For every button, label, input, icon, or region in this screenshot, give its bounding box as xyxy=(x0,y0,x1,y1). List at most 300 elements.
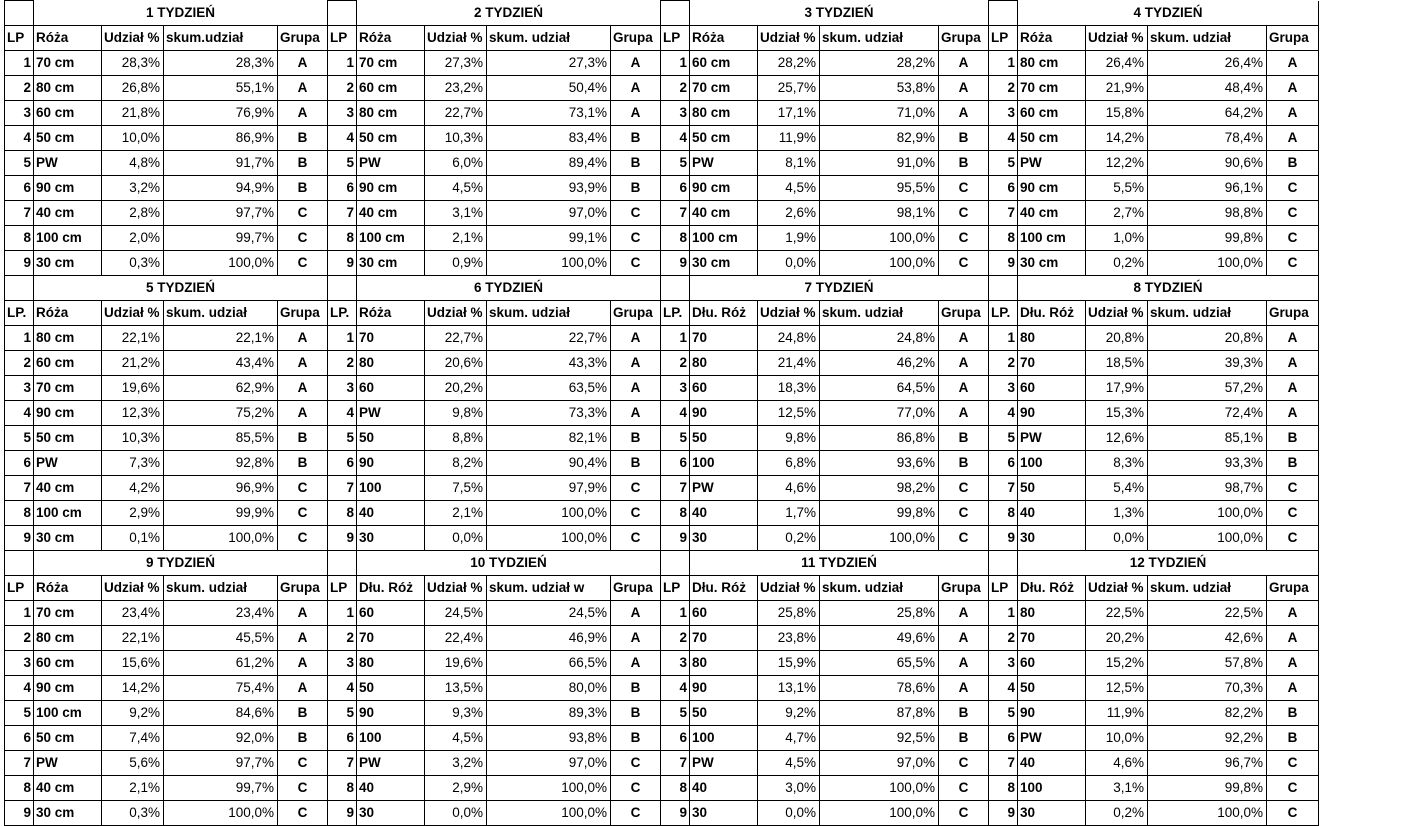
group-cell: A xyxy=(939,676,989,701)
col-header-group: Grupa xyxy=(1267,26,1319,51)
rose-length-cell: 50 cm xyxy=(357,126,425,151)
cumulative-share-cell: 46,2% xyxy=(820,351,939,376)
cumulative-share-cell: 73,1% xyxy=(487,101,611,126)
cumulative-share-cell: 93,3% xyxy=(1148,451,1267,476)
cumulative-share-cell: 100,0% xyxy=(820,251,939,276)
share-cell: 18,5% xyxy=(1086,351,1148,376)
row-number: 2 xyxy=(5,626,34,651)
row-number: 5 xyxy=(5,701,34,726)
cumulative-share-cell: 22,1% xyxy=(164,326,278,351)
cumulative-share-cell: 89,3% xyxy=(487,701,611,726)
rose-length-cell: 50 xyxy=(1018,676,1086,701)
share-cell: 0,9% xyxy=(425,251,487,276)
share-cell: 2,1% xyxy=(425,501,487,526)
row-number: 1 xyxy=(328,326,357,351)
share-cell: 4,7% xyxy=(758,726,820,751)
row-number: 5 xyxy=(328,151,357,176)
cumulative-share-cell: 62,9% xyxy=(164,376,278,401)
rose-length-cell: 70 cm xyxy=(690,76,758,101)
cumulative-share-cell: 45,5% xyxy=(164,626,278,651)
col-header-share: Udział % xyxy=(1086,26,1148,51)
row-number: 9 xyxy=(661,526,690,551)
row-number: 1 xyxy=(661,601,690,626)
row-number: 8 xyxy=(661,776,690,801)
cumulative-share-cell: 53,8% xyxy=(820,76,939,101)
row-number: 7 xyxy=(328,476,357,501)
col-header-group: Grupa xyxy=(611,576,661,601)
rose-length-cell: 80 xyxy=(1018,326,1086,351)
share-cell: 12,3% xyxy=(102,401,164,426)
col-header-cumulative: skum. udział xyxy=(487,301,611,326)
col-header-cumulative: skum.udział xyxy=(164,26,278,51)
rose-length-cell: 80 cm xyxy=(34,326,102,351)
group-cell: B xyxy=(611,701,661,726)
share-cell: 15,2% xyxy=(1086,651,1148,676)
share-cell: 3,1% xyxy=(425,201,487,226)
rose-length-cell: 30 cm xyxy=(690,251,758,276)
share-cell: 27,3% xyxy=(425,51,487,76)
share-cell: 0,2% xyxy=(1086,251,1148,276)
group-cell: A xyxy=(278,101,328,126)
share-cell: 9,2% xyxy=(102,701,164,726)
row-number: 2 xyxy=(661,76,690,101)
share-cell: 15,3% xyxy=(1086,401,1148,426)
share-cell: 2,0% xyxy=(102,226,164,251)
group-cell: C xyxy=(278,801,328,826)
group-cell: A xyxy=(1267,126,1319,151)
cumulative-share-cell: 100,0% xyxy=(487,801,611,826)
col-header-group: Grupa xyxy=(1267,576,1319,601)
group-cell: A xyxy=(611,351,661,376)
table-row xyxy=(5,226,1319,251)
row-number: 8 xyxy=(5,501,34,526)
cumulative-share-cell: 100,0% xyxy=(820,801,939,826)
rose-length-cell: PW xyxy=(1018,426,1086,451)
col-header-rose: Róża xyxy=(690,26,758,51)
rose-length-cell: 50 cm xyxy=(34,726,102,751)
col-header-rose: Dłu. Róż xyxy=(357,576,425,601)
cumulative-share-cell: 50,4% xyxy=(487,76,611,101)
group-cell: A xyxy=(278,51,328,76)
row-number: 6 xyxy=(5,176,34,201)
row-number: 6 xyxy=(328,176,357,201)
title-spacer xyxy=(989,551,1018,576)
group-cell: B xyxy=(611,126,661,151)
group-cell: B xyxy=(278,726,328,751)
share-cell: 12,6% xyxy=(1086,426,1148,451)
group-cell: B xyxy=(939,151,989,176)
row-number: 5 xyxy=(661,151,690,176)
group-cell: A xyxy=(1267,401,1319,426)
col-header-rose: Róża xyxy=(34,576,102,601)
row-number: 3 xyxy=(328,376,357,401)
cumulative-share-cell: 90,4% xyxy=(487,451,611,476)
share-cell: 20,2% xyxy=(1086,626,1148,651)
cumulative-share-cell: 97,9% xyxy=(487,476,611,501)
row-number: 7 xyxy=(661,201,690,226)
week-title: 7 TYDZIEŃ xyxy=(690,276,989,301)
row-number: 8 xyxy=(989,501,1018,526)
group-cell: C xyxy=(278,251,328,276)
row-number: 4 xyxy=(661,126,690,151)
cumulative-share-cell: 25,8% xyxy=(820,601,939,626)
week-title: 12 TYDZIEŃ xyxy=(1018,551,1319,576)
col-header-group: Grupa xyxy=(611,26,661,51)
share-cell: 24,5% xyxy=(425,601,487,626)
rose-length-cell: 80 cm xyxy=(357,101,425,126)
group-cell: B xyxy=(278,176,328,201)
rose-length-cell: 60 cm xyxy=(34,651,102,676)
rose-length-cell: 50 cm xyxy=(690,126,758,151)
share-cell: 21,9% xyxy=(1086,76,1148,101)
rose-length-cell: 60 xyxy=(690,601,758,626)
share-cell: 26,4% xyxy=(1086,51,1148,76)
group-cell: C xyxy=(1267,526,1319,551)
group-cell: B xyxy=(939,726,989,751)
group-cell: C xyxy=(611,751,661,776)
group-cell: C xyxy=(278,476,328,501)
col-header-lp: LP xyxy=(661,26,690,51)
rose-length-cell: 70 cm xyxy=(1018,76,1086,101)
title-spacer xyxy=(661,1,690,26)
share-cell: 0,1% xyxy=(102,526,164,551)
row-number: 8 xyxy=(328,226,357,251)
row-number: 1 xyxy=(989,51,1018,76)
rose-length-cell: 90 xyxy=(690,676,758,701)
cumulative-share-cell: 100,0% xyxy=(820,226,939,251)
week-title: 1 TYDZIEŃ xyxy=(34,1,328,26)
share-cell: 9,8% xyxy=(425,401,487,426)
cumulative-share-cell: 64,2% xyxy=(1148,101,1267,126)
cumulative-share-cell: 100,0% xyxy=(1148,251,1267,276)
group-cell: A xyxy=(1267,101,1319,126)
cumulative-share-cell: 87,8% xyxy=(820,701,939,726)
cumulative-share-cell: 100,0% xyxy=(164,526,278,551)
rose-length-cell: 40 cm xyxy=(690,201,758,226)
group-cell: C xyxy=(1267,201,1319,226)
row-number: 7 xyxy=(989,201,1018,226)
cumulative-share-cell: 42,6% xyxy=(1148,626,1267,651)
share-cell: 5,5% xyxy=(1086,176,1148,201)
rose-length-cell: 60 xyxy=(1018,651,1086,676)
col-header-cumulative: skum. udział xyxy=(820,301,939,326)
group-cell: B xyxy=(939,126,989,151)
group-cell: C xyxy=(1267,776,1319,801)
weekly-abc-analysis-sheet xyxy=(4,0,1319,826)
share-cell: 2,7% xyxy=(1086,201,1148,226)
rose-length-cell: 90 cm xyxy=(34,176,102,201)
row-number: 7 xyxy=(5,751,34,776)
row-number: 7 xyxy=(989,751,1018,776)
table-row xyxy=(5,701,1319,726)
rose-length-cell: PW xyxy=(1018,151,1086,176)
rose-length-cell: 90 xyxy=(357,451,425,476)
share-cell: 3,2% xyxy=(102,176,164,201)
week-title: 11 TYDZIEŃ xyxy=(690,551,989,576)
row-number: 2 xyxy=(5,351,34,376)
row-number: 7 xyxy=(661,751,690,776)
row-number: 7 xyxy=(661,476,690,501)
row-number: 3 xyxy=(328,101,357,126)
row-number: 4 xyxy=(661,401,690,426)
rose-length-cell: 60 cm xyxy=(690,51,758,76)
rose-length-cell: 40 xyxy=(1018,501,1086,526)
group-cell: A xyxy=(278,401,328,426)
table-row xyxy=(5,676,1319,701)
share-cell: 22,1% xyxy=(102,326,164,351)
table-row xyxy=(5,351,1319,376)
col-header-group: Grupa xyxy=(611,301,661,326)
table-row xyxy=(5,76,1319,101)
share-cell: 15,9% xyxy=(758,651,820,676)
group-cell: C xyxy=(611,251,661,276)
group-cell: A xyxy=(939,51,989,76)
cumulative-share-cell: 99,8% xyxy=(820,501,939,526)
row-number: 4 xyxy=(5,401,34,426)
rose-length-cell: PW xyxy=(690,751,758,776)
group-cell: C xyxy=(611,526,661,551)
col-header-cumulative: skum. udział xyxy=(1148,26,1267,51)
rose-length-cell: 100 xyxy=(1018,451,1086,476)
rose-length-cell: 40 cm xyxy=(34,776,102,801)
row-number: 9 xyxy=(989,801,1018,826)
rose-length-cell: 50 xyxy=(357,426,425,451)
share-cell: 4,5% xyxy=(425,726,487,751)
rose-length-cell: 80 cm xyxy=(1018,51,1086,76)
cumulative-share-cell: 100,0% xyxy=(820,526,939,551)
cumulative-share-cell: 48,4% xyxy=(1148,76,1267,101)
share-cell: 25,7% xyxy=(758,76,820,101)
row-number: 9 xyxy=(328,526,357,551)
group-cell: A xyxy=(278,376,328,401)
rose-length-cell: 90 xyxy=(357,701,425,726)
row-number: 9 xyxy=(5,251,34,276)
cumulative-share-cell: 66,5% xyxy=(487,651,611,676)
table-row xyxy=(5,126,1319,151)
table-row xyxy=(5,451,1319,476)
share-cell: 2,1% xyxy=(425,226,487,251)
group-cell: A xyxy=(939,626,989,651)
group-cell: C xyxy=(278,751,328,776)
week-title-row xyxy=(5,276,1319,301)
row-number: 8 xyxy=(661,226,690,251)
cumulative-share-cell: 82,9% xyxy=(820,126,939,151)
group-cell: C xyxy=(939,501,989,526)
cumulative-share-cell: 90,6% xyxy=(1148,151,1267,176)
share-cell: 7,4% xyxy=(102,726,164,751)
rose-length-cell: 70 xyxy=(357,326,425,351)
rose-length-cell: 70 xyxy=(1018,626,1086,651)
share-cell: 2,8% xyxy=(102,201,164,226)
cumulative-share-cell: 82,2% xyxy=(1148,701,1267,726)
share-cell: 12,5% xyxy=(758,401,820,426)
col-header-share: Udział % xyxy=(102,576,164,601)
rose-length-cell: 40 cm xyxy=(357,201,425,226)
cumulative-share-cell: 86,8% xyxy=(820,426,939,451)
col-header-lp: LP xyxy=(328,26,357,51)
col-header-group: Grupa xyxy=(1267,301,1319,326)
share-cell: 2,6% xyxy=(758,201,820,226)
cumulative-share-cell: 82,1% xyxy=(487,426,611,451)
row-number: 2 xyxy=(989,76,1018,101)
title-spacer xyxy=(328,276,357,301)
group-cell: A xyxy=(939,601,989,626)
share-cell: 20,8% xyxy=(1086,326,1148,351)
title-spacer xyxy=(989,276,1018,301)
table-row xyxy=(5,326,1319,351)
table-row xyxy=(5,101,1319,126)
col-header-cumulative: skum. udział xyxy=(820,576,939,601)
share-cell: 24,8% xyxy=(758,326,820,351)
col-header-share: Udział % xyxy=(758,576,820,601)
share-cell: 15,6% xyxy=(102,651,164,676)
row-number: 1 xyxy=(661,51,690,76)
cumulative-share-cell: 28,3% xyxy=(164,51,278,76)
table-row xyxy=(5,51,1319,76)
table-row xyxy=(5,801,1319,826)
cumulative-share-cell: 98,1% xyxy=(820,201,939,226)
cumulative-share-cell: 64,5% xyxy=(820,376,939,401)
share-cell: 22,4% xyxy=(425,626,487,651)
group-cell: B xyxy=(278,701,328,726)
share-cell: 11,9% xyxy=(1086,701,1148,726)
row-number: 4 xyxy=(328,401,357,426)
row-number: 2 xyxy=(661,351,690,376)
col-header-share: Udział % xyxy=(758,26,820,51)
share-cell: 10,3% xyxy=(102,426,164,451)
share-cell: 0,0% xyxy=(425,801,487,826)
rose-length-cell: 80 xyxy=(690,351,758,376)
rose-length-cell: 40 xyxy=(357,501,425,526)
share-cell: 0,2% xyxy=(758,526,820,551)
cumulative-share-cell: 85,5% xyxy=(164,426,278,451)
week-title: 9 TYDZIEŃ xyxy=(34,551,328,576)
share-cell: 22,5% xyxy=(1086,601,1148,626)
row-number: 8 xyxy=(989,226,1018,251)
rose-length-cell: PW xyxy=(34,151,102,176)
rose-length-cell: 100 cm xyxy=(1018,226,1086,251)
cumulative-share-cell: 100,0% xyxy=(164,801,278,826)
group-cell: A xyxy=(939,651,989,676)
cumulative-share-cell: 65,5% xyxy=(820,651,939,676)
share-cell: 21,8% xyxy=(102,101,164,126)
share-cell: 22,7% xyxy=(425,326,487,351)
group-cell: A xyxy=(278,676,328,701)
group-cell: B xyxy=(1267,726,1319,751)
cumulative-share-cell: 92,0% xyxy=(164,726,278,751)
share-cell: 2,9% xyxy=(102,501,164,526)
group-cell: A xyxy=(278,651,328,676)
row-number: 5 xyxy=(328,701,357,726)
cumulative-share-cell: 89,4% xyxy=(487,151,611,176)
share-cell: 0,3% xyxy=(102,801,164,826)
row-number: 4 xyxy=(989,676,1018,701)
row-number: 4 xyxy=(989,401,1018,426)
cumulative-share-cell: 97,7% xyxy=(164,201,278,226)
row-number: 2 xyxy=(328,76,357,101)
row-number: 2 xyxy=(989,626,1018,651)
week-title: 6 TYDZIEŃ xyxy=(357,276,661,301)
rose-length-cell: 60 cm xyxy=(357,76,425,101)
share-cell: 4,8% xyxy=(102,151,164,176)
title-spacer xyxy=(328,1,357,26)
cumulative-share-cell: 99,8% xyxy=(1148,226,1267,251)
row-number: 4 xyxy=(989,126,1018,151)
rose-length-cell: 40 cm xyxy=(34,476,102,501)
rose-length-cell: 60 xyxy=(1018,376,1086,401)
group-cell: A xyxy=(1267,376,1319,401)
row-number: 1 xyxy=(989,601,1018,626)
share-cell: 8,3% xyxy=(1086,451,1148,476)
cumulative-share-cell: 99,7% xyxy=(164,226,278,251)
rose-length-cell: 30 xyxy=(690,526,758,551)
cumulative-share-cell: 75,2% xyxy=(164,401,278,426)
table-row xyxy=(5,151,1319,176)
table-row xyxy=(5,176,1319,201)
rose-length-cell: 50 cm xyxy=(1018,126,1086,151)
rose-length-cell: 100 cm xyxy=(34,701,102,726)
row-number: 6 xyxy=(661,451,690,476)
group-cell: B xyxy=(939,426,989,451)
group-cell: C xyxy=(611,801,661,826)
col-header-cumulative: skum. udział xyxy=(1148,301,1267,326)
cumulative-share-cell: 98,2% xyxy=(820,476,939,501)
rose-length-cell: 60 cm xyxy=(34,351,102,376)
share-cell: 4,5% xyxy=(425,176,487,201)
group-cell: B xyxy=(939,701,989,726)
share-cell: 0,0% xyxy=(425,526,487,551)
rose-length-cell: 30 xyxy=(357,801,425,826)
row-number: 3 xyxy=(989,651,1018,676)
share-cell: 6,0% xyxy=(425,151,487,176)
col-header-lp: LP xyxy=(989,576,1018,601)
group-cell: A xyxy=(278,601,328,626)
rose-length-cell: 60 cm xyxy=(34,101,102,126)
col-header-cumulative: skum. udział xyxy=(820,26,939,51)
cumulative-share-cell: 63,5% xyxy=(487,376,611,401)
cumulative-share-cell: 78,6% xyxy=(820,676,939,701)
row-number: 4 xyxy=(328,676,357,701)
cumulative-share-cell: 99,1% xyxy=(487,226,611,251)
cumulative-share-cell: 100,0% xyxy=(487,776,611,801)
rose-length-cell: 90 cm xyxy=(34,676,102,701)
group-cell: A xyxy=(611,51,661,76)
cumulative-share-cell: 100,0% xyxy=(1148,801,1267,826)
share-cell: 7,5% xyxy=(425,476,487,501)
cumulative-share-cell: 99,8% xyxy=(1148,776,1267,801)
group-cell: C xyxy=(939,176,989,201)
share-cell: 17,1% xyxy=(758,101,820,126)
row-number: 2 xyxy=(5,76,34,101)
share-cell: 0,3% xyxy=(102,251,164,276)
cumulative-share-cell: 46,9% xyxy=(487,626,611,651)
rose-length-cell: PW xyxy=(357,401,425,426)
cumulative-share-cell: 26,4% xyxy=(1148,51,1267,76)
group-cell: C xyxy=(939,251,989,276)
cumulative-share-cell: 100,0% xyxy=(1148,501,1267,526)
row-number: 5 xyxy=(661,426,690,451)
col-header-lp: LP xyxy=(328,576,357,601)
col-header-rose: Dłu. Róż xyxy=(690,576,758,601)
cumulative-share-cell: 43,3% xyxy=(487,351,611,376)
rose-length-cell: 100 xyxy=(357,726,425,751)
rose-length-cell: 70 xyxy=(357,626,425,651)
row-number: 1 xyxy=(5,601,34,626)
group-cell: C xyxy=(278,526,328,551)
col-header-lp: LP. xyxy=(328,301,357,326)
share-cell: 12,2% xyxy=(1086,151,1148,176)
share-cell: 23,4% xyxy=(102,601,164,626)
